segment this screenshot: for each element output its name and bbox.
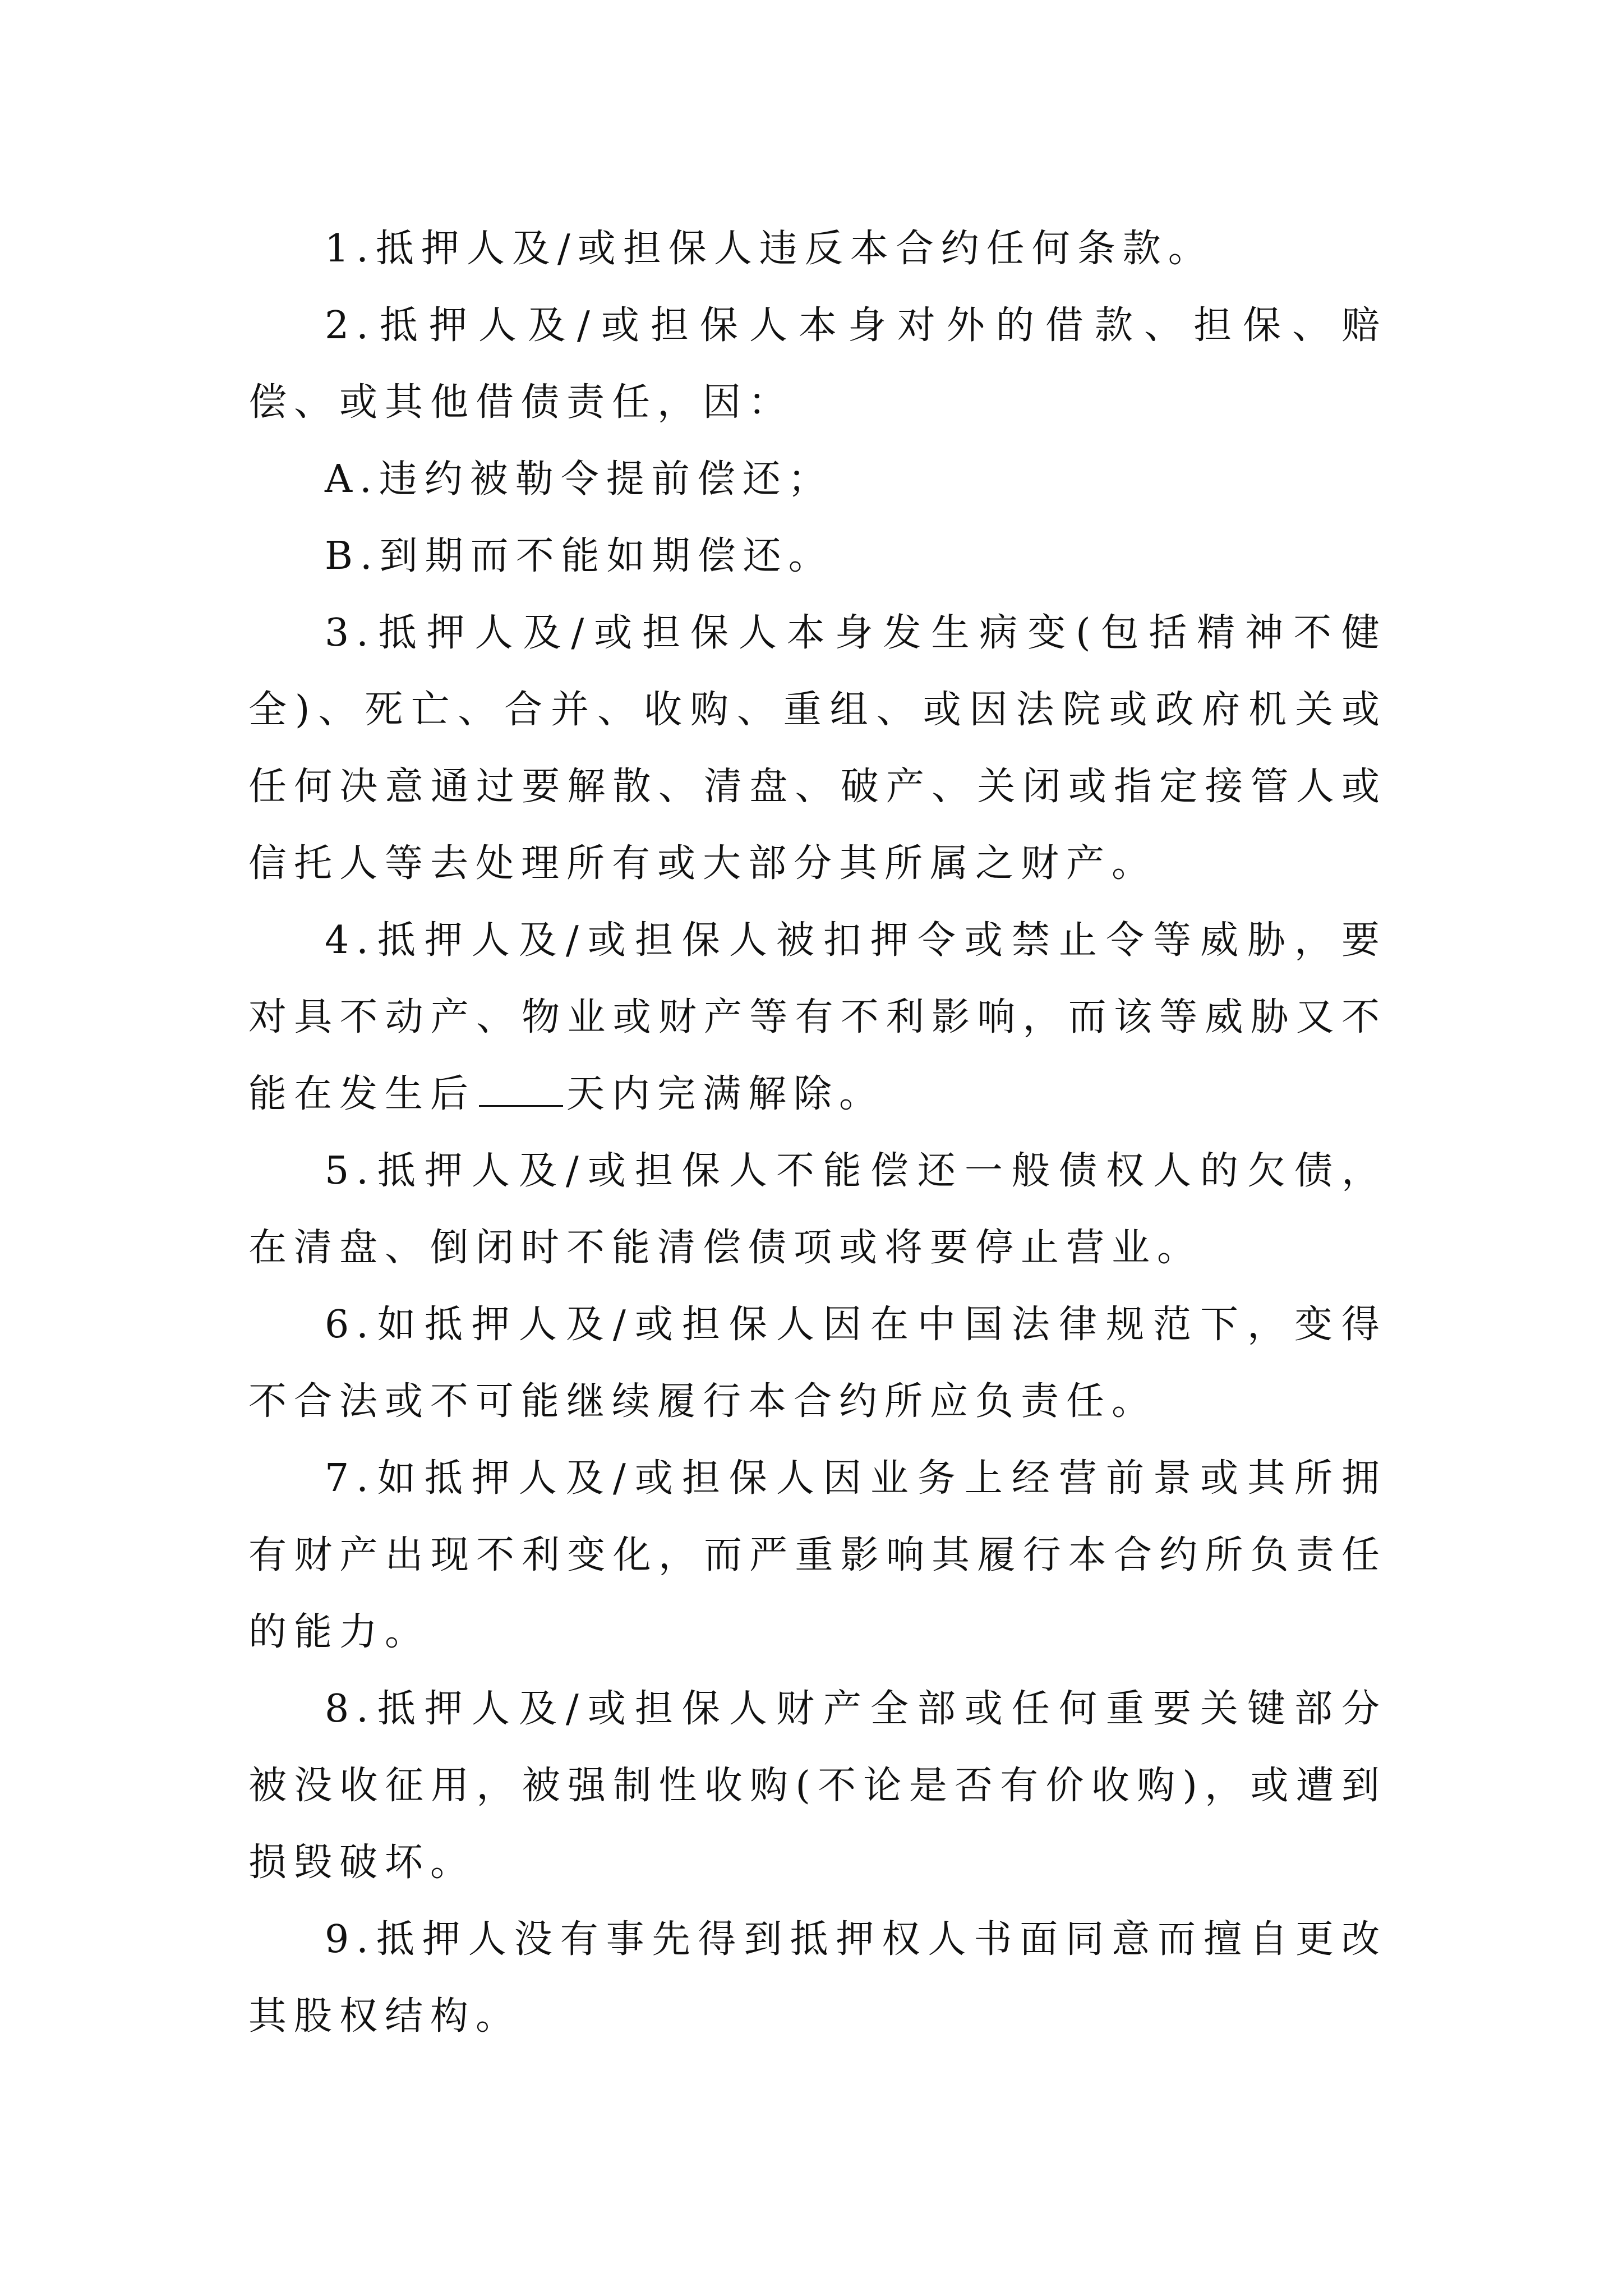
clause-5: 5.抵押人及/或担保人不能偿还一般债权人的欠债，在清盘、倒闭时不能清偿债项或将要停止营业。	[248, 1149, 1387, 1270]
clause-8: 8.抵押人及/或担保人财产全部或任何重要关键部分被没收征用，被强制性收购(不论是否有价收购)，或遭到损毁破坏。	[248, 1687, 1387, 1885]
clause-3: 3.抵押人及/或担保人本身发生病变(包括精神不健全)、死亡、合并、收购、重组、或因法院或政府机关或任何决意通过要解散、清盘、破产、关闭或指定接管人或信托人等去处理所有或大部分其所属之财产。	[248, 611, 1387, 886]
blank-days-field	[479, 1101, 563, 1107]
clause-2-item-b: B.到期而不能如期偿还。	[325, 534, 834, 578]
clause-4	[248, 902, 1387, 1133]
clause-2-item-a: A.违约被勒令提前偿还；	[325, 457, 833, 501]
clause-6: 6.如抵押人及/或担保人因在中国法律规范下，变得不合法或不可能继续履行本合约所应负责任。	[248, 1303, 1387, 1424]
clause-4-text-after: 天内完满解除。	[566, 1072, 885, 1116]
document-body	[248, 210, 1387, 2055]
clause-7: 7.如抵押人及/或担保人因业务上经营前景或其所拥有财产出现不利变化，而严重影响其履行本合约所负责任的能力。	[248, 1456, 1387, 1654]
clause-2: 2.抵押人及/或担保人本身对外的借款、担保、赔偿、或其他借债责任，因：	[248, 303, 1387, 425]
clause-1: 1.抵押人及/或担保人违反本合约任何条款。	[325, 227, 1214, 271]
clause-4-text-before: 4.抵押人及/或担保人被扣押令或禁止令等威胁，要对具不动产、物业或财产等有不利影响，而该等威胁又不能在发生后	[248, 918, 1387, 1116]
clause-9: 9.抵押人没有事先得到抵押权人书面同意而擅自更改其股权结构。	[248, 1917, 1387, 2039]
